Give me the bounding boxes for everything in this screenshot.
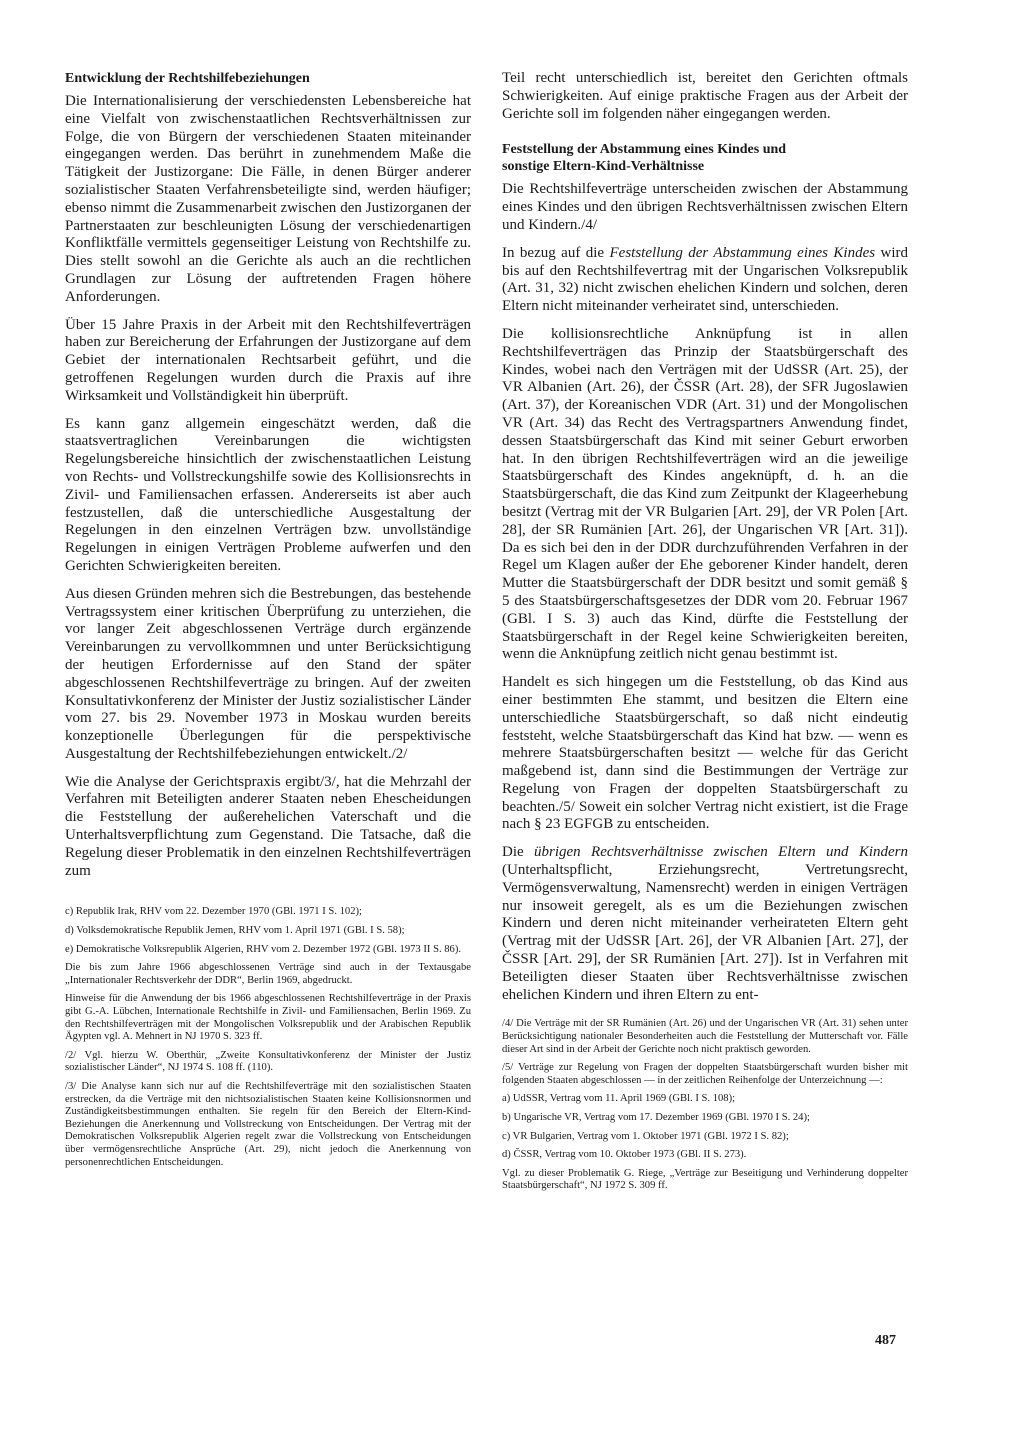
text-run: (Unterhaltspflicht, Erziehungsrecht, Vertretungsrecht, Vermögensverwaltung, Namensrecht) werden in einigen Verträgen nur insoweit geregelt, als es um die Beziehungen zwischen Kindern und deren nicht miteinander verheirateten Eltern geht (Vertrag mit der UdSSR [Art. 26], der VR Albanien [Art. 27], der ČSSR [Art. 29], der SR Rumänien [Art. 27]). Ist in Verfahren mit Beteiligten dieser Staaten über Rechtsverhältnisse zwischen ehelichen Kindern und ihren Eltern zu ent- [502, 862, 908, 1003]
text-run: wird bis auf den Rechtshilfevertrag mit der Ungarischen Volksrepublik (Art. 31, 32) nicht zwischen ehelichen Kindern und solchen, deren Eltern nicht miteinander verheiratet sind, unterschieden. [502, 244, 908, 315]
footnote: d) Volksdemokratische Republik Jemen, RHV vom 1. April 1971 (GBl. I S. 58); [65, 925, 405, 937]
footnotes-right [502, 1018, 908, 1193]
footnotes-left [65, 906, 471, 1169]
footnote: a) UdSSR, Vertrag vom 11. April 1969 (GBl. I S. 108); [502, 1093, 736, 1105]
heading-line: Feststellung der Abstammung eines Kindes und [502, 142, 787, 158]
footnote: d) ČSSR, Vertrag vom 10. Oktober 1973 (GBl. II S. 273). [502, 1149, 747, 1161]
footnote: /5/ Verträge zur Regelung von Fragen der doppelten Staatsbürgerschaft wurden bisher mit folgenden Staaten abgeschlossen — in der zeitlichen Reihenfolge der Unterzeichnung —: [502, 1062, 908, 1086]
footnote: b) Ungarische VR, Vertrag vom 17. Dezember 1969 (GBl. 1970 I S. 24); [502, 1112, 810, 1124]
paragraph: Wie die Analyse der Gerichtspraxis ergibt/3/, hat die Mehrzahl der Verfahren mit Beteiligten anderer Staaten neben Ehescheidungen die Feststellung der außerehelichen Vaterschaft und die Unterhaltsverpflichtung zum Gegenstand. Die Tatsache, daß die Regelung dieser Problematik in den einzelnen Rechtshilfeverträgen zum [65, 773, 471, 879]
right-column [502, 70, 908, 1199]
text-run: In bezug auf die [502, 244, 610, 261]
paragraph: Über 15 Jahre Praxis in der Arbeit mit den Rechtshilfeverträgen haben zur Bereicherung der Erfahrungen der Justizorgane auf dem Gebiet der internationalen Rechtsarbeit geführt, und die getroffenen Regelungen wurden durch die Praxis auf ihre Wirksamkeit und Vollständigkeit hin überprüft. [65, 316, 471, 404]
paragraph: Die Rechtshilfeverträge unterscheiden zwischen der Abstammung eines Kindes und den übrigen Rechtsverhältnissen zwischen Eltern und Kindern./4/ [502, 181, 908, 233]
paragraph: Handelt es sich hingegen um die Feststellung, ob das Kind aus einer bestimmten Ehe stammt, und besitzen die Eltern eine unterschiedliche Staatsbürgerschaft, so daß nicht eindeutig feststeht, welche Staatsbürgerschaft das Kind hat bzw. — wenn es mehrere Staatsbürgerschaften besitzt — welche für das Gericht maßgebend ist, dann sind die Bestimmungen der Verträge zur Regelung von Fragen der doppelten Staatsbürgerschaft zu beachten./5/ Soweit ein solcher Vertrag nicht existiert, ist die Frage nach § 23 EGFGB zu entscheiden. [502, 674, 908, 833]
left-column [65, 70, 471, 1175]
text-run: Die [502, 844, 535, 861]
paragraph: Die kollisionsrechtliche Anknüpfung ist in allen Rechtshilfeverträgen das Prinzip der Staatsbürgerschaft des Kindes, wobei nach den Verträgen mit der UdSSR (Art. 25), der VR Albanien (Art. 26), der ČSSR (Art. 28), der SFR Jugoslawien (Art. 37), der Koreanischen VDR (Art. 31) und der Mongolischen VR (Art. 34) das Recht des Vertragspartners Anwendung findet, dessen Staatsbürgerschaft das Kind mit seiner Geburt erworben hat. In den übrigen Rechtshilfeverträgen wird an die jeweilige Staatsbürgerschaft des Kindes angeknüpft, d. h. an die Staatsbürgerschaft, die das Kind zum Zeitpunkt der Klageerhebung besitzt (Vertrag mit der VR Bulgarien [Art. 29], der VR Polen [Art. 28], der SR Rumänien [Art. 26], der Ungarischen VR [Art. 31]). Da es sich bei den in der DDR durchzuführenden Verfahren in der Regel um Klagen außer der Ehe geborener Kinder handelt, deren Mutter die Staatsbürgerschaft der DDR besitzt und somit gemäß § 5 des Staatsbürgerschaftsgesetzes der DDR vom 20. Februar 1967 (GBl. I S. 3) auch das Kind, dürfte die Feststellung der Staatsbürgerschaft in der Regel keine Schwierigkeiten bereiten, wenn die Anknüpfung zeitlich nicht genau bestimmt ist. [502, 325, 908, 663]
footnote: Hinweise für die Anwendung der bis 1966 abgeschlossenen Rechtshilfeverträge in der Praxis gibt G.-A. Lübchen, Internationale Rechtshilfe in Zivil- und Familiensachen, Berlin 1969. Zu den Rechtshilfeverträgen mit der Mongolischen Volksrepublik und der Arabischen Republik Ägypten vgl. A. Mehnert in NJ 1970 S. 323 ff. [65, 993, 471, 1043]
footnote: /3/ Die Analyse kann sich nur auf die Rechtshilfeverträge mit den sozialistischen Staaten erstrecken, da die Verträge mit den nichtsozialistischen Staaten keine Kollisionsnormen und Zuständigkeitsbestimmungen enthalten. Sie regeln für den Bereich der Eltern-Kind-Beziehungen die Anerkennung und Vollstreckung von Entscheidungen. Der Vertrag mit der Demokratischen Volksrepublik Algerien regelt zwar die Vollstreckung von Entscheidungen über vermögensrechtliche Ansprüche (Art. 29), nicht jedoch die Anerkennung von personenrechtlichen Entscheidungen. [65, 1081, 471, 1168]
paragraph: Es kann ganz allgemein eingeschätzt werden, daß die staatsvertraglichen Vereinbarungen die wichtigsten Regelungsbereiche hinsichtlich der zwischenstaatlichen Leistung von Rechts- und Vollstreckungshilfe sowie des Kollisionsrechts in Zivil- und Familiensachen erfassen. Andererseits ist aber auch festzustellen, daß die unterschiedliche Ausgestaltung der Regelungen in den einzelnen Verträgen bzw. unvollständige Regelungen in einigen Verträgen Probleme aufwerfen und den Gerichten Schwierigkeiten bereiten. [65, 415, 471, 574]
paragraph: Aus diesen Gründen mehren sich die Bestrebungen, das bestehende Vertragssystem einer kritischen Überprüfung zu unterziehen, die vor langer Zeit abgeschlossenen Verträge durch ergänzende Vereinbarungen zu vervollkommnen und unter Berücksichtigung der heutigen Erfordernisse auf den Stand der später abgeschlossenen Rechtshilfeverträge zu bringen. Auf der zweiten Konsultativkonferenz der Minister der Justiz sozialistischer Länder vom 27. bis 29. November 1973 in Moskau wurden bereits konzeptionelle Überlegungen für die perspektivische Ausgestaltung der Rechtshilfebeziehungen entwickelt./2/ [65, 585, 471, 762]
footnote: c) VR Bulgarien, Vertrag vom 1. Oktober 1971 (GBl. 1972 I S. 82); [502, 1130, 789, 1142]
paragraph [502, 245, 908, 316]
paragraph: Teil recht unterschiedlich ist, bereitet den Gerichten oftmals Schwierigkeiten. Auf einige praktische Fragen aus der Arbeit der Gerichte soll im folgenden näher eingegangen werden. [502, 70, 908, 122]
paragraph [502, 844, 908, 1004]
heading-line: sonstige Eltern-Kind-Verhältnisse [502, 159, 705, 175]
emphasis: übrigen Rechtsverhältnisse zwischen Eltern und Kindern [534, 844, 908, 861]
section-heading-rechtshilfe: Entwicklung der Rechtshilfebeziehungen [65, 71, 310, 86]
footnote: e) Demokratische Volksrepublik Algerien, RHV vom 2. Dezember 1972 (GBl. 1973 II S. 86). [65, 943, 462, 955]
emphasis: Feststellung der Abstammung eines Kindes [609, 244, 876, 261]
footnote: Vgl. zu dieser Problematik G. Riege, „Verträge zur Beseitigung und Verhinderung doppelter Staatsbürgerschaft“, NJ 1972 S. 309 ff. [502, 1167, 908, 1192]
footnote: c) Republik Irak, RHV vom 22. Dezember 1970 (GBl. 1971 I S. 102); [65, 906, 362, 918]
footnote: Die bis zum Jahre 1966 abgeschlossenen Verträge sind auch in der Textausgabe „Internationaler Rechtsverkehr der DDR“, Berlin 1969, abgedruckt. [65, 962, 471, 986]
page-number: 487 [875, 1333, 896, 1348]
paragraph: Die Internationalisierung der verschiedensten Lebensbereiche hat eine Vielfalt von zwischenstaatlichen Rechtsverhältnissen zur Folge, die von Bürgern der verschiedenen Staaten miteinander eingegangen werden. Das berührt in zunehmendem Maße die Tätigkeit der Justizorgane: Die Fälle, in denen Bürger anderer sozialistischer Staaten Verfahrensbeteiligte sind, werden häufiger; ebenso nimmt die Zusammenarbeit zwischen den Justizorganen der Partnerstaaten zur beschleunigten Lösung der verschiedenartigen Konfliktfälle vermittels gegenseitiger Leistung von Rechtshilfe zu. Dies stellt sowohl an die Gerichte als auch an die rechtlichen Grundlagen zur Lösung der auftretenden Fragen höhere Anforderungen. [65, 93, 471, 305]
footnote: /2/ Vgl. hierzu W. Oberthür, „Zweite Konsultativkonferenz der Minister der Justiz sozialistischer Länder“, NJ 1974 S. 108 ff. (110). [65, 1049, 471, 1074]
section-heading-abstammung [502, 141, 908, 175]
footnote: /4/ Die Verträge mit der SR Rumänien (Art. 26) und der Ungarischen VR (Art. 31) sehen unter Berücksichtigung nationaler Besonderheiten auch die Feststellung der Mutterschaft vor. Fälle dieser Art sind in der Arbeit der Gerichte noch nicht praktisch geworden. [502, 1018, 908, 1055]
